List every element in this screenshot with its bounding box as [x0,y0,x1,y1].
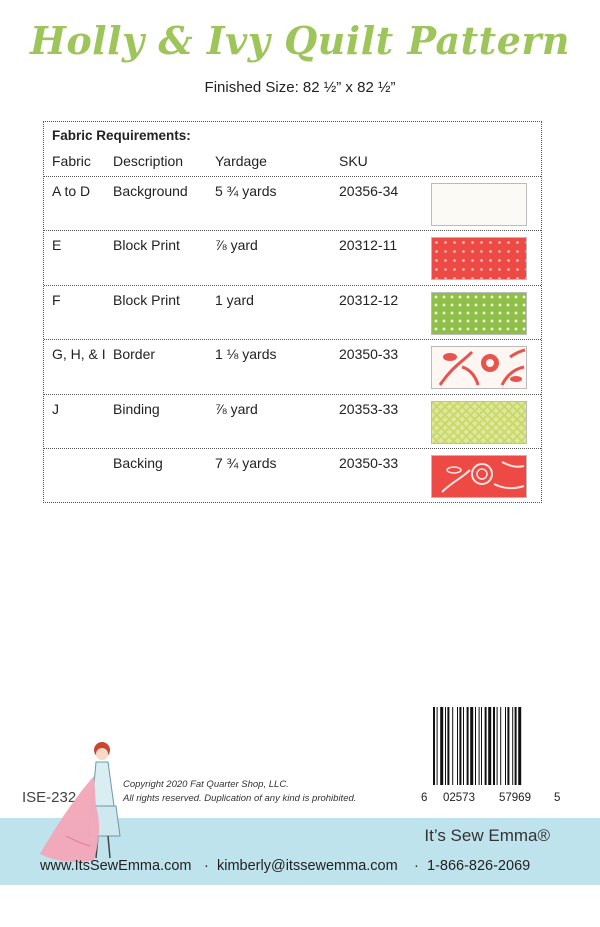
barcode-check-digit: 5 [554,792,561,804]
cell-fabric: J [52,401,59,417]
cell-description: Border [113,346,156,362]
cell-description: Background [113,183,188,199]
cell-sku: 20353-33 [339,401,399,417]
cell-sku: 20312-11 [339,237,398,253]
fabric-requirements-table [43,121,542,503]
cell-sku: 20350-33 [339,346,399,362]
cell-sku: 20350-33 [339,455,399,471]
copyright-notice [123,778,356,806]
finished-size: Finished Size: 82 ½” x 82 ½” [204,79,396,96]
fabric-swatch [431,346,527,389]
fabric-swatch [431,237,527,280]
footer-separator: · [204,858,209,874]
email-link[interactable]: kimberly@itssewemma.com [217,858,398,874]
cell-description: Block Print [113,237,180,253]
table-row [44,230,541,284]
cell-fabric: E [52,237,62,253]
table-row [44,394,541,448]
fabric-swatch [431,183,527,226]
column-header-sku: SKU [339,153,368,169]
cell-yardage: 7 ¾ yards [215,455,277,471]
pattern-code: ISE-232 [22,789,77,806]
cell-fabric: A to D [52,183,91,199]
cell-fabric: G, H, & I [52,346,106,362]
barcode-image [431,707,549,785]
footer-separator: · [414,858,419,874]
column-header-description: Description [113,153,184,169]
cell-yardage: 5 ¾ yards [215,183,277,199]
fabric-swatch [431,292,527,335]
table-row [44,176,541,230]
barcode-group-2: 57969 [499,792,531,804]
brand-name: It’s Sew Emma® [424,826,550,845]
fabric-swatch [431,401,527,444]
cell-yardage: ⅞ yard [215,237,258,253]
column-header-fabric: Fabric [52,153,91,169]
copyright-line-2: All rights reserved. Duplication of any kind is prohibited. [123,793,357,804]
woman-with-quilt-illustration [36,736,136,866]
cell-fabric: F [52,292,61,308]
cell-sku: 20312-12 [339,292,399,308]
cell-yardage: 1 ⅛ yards [215,346,277,362]
column-header-yardage: Yardage [215,153,267,169]
table-row [44,448,541,502]
barcode-lead-digit: 6 [421,792,428,804]
barcode-group-1: 02573 [443,792,475,804]
fabric-swatch [431,455,527,498]
cell-yardage: 1 yard [215,292,254,308]
cell-description: Block Print [113,292,180,308]
table-row [44,339,541,393]
cell-sku: 20356-34 [339,183,399,199]
copyright-line-1: Copyright 2020 Fat Quarter Shop, LLC. [123,779,289,790]
cell-description: Backing [113,455,163,471]
pattern-title: Holly & Ivy Quilt Pattern [29,18,571,63]
website-link[interactable]: www.ItsSewEmma.com [40,858,192,874]
table-row [44,285,541,339]
cell-yardage: ⅞ yard [215,401,258,417]
cell-description: Binding [113,401,160,417]
table-heading: Fabric Requirements: [52,128,191,143]
phone-number: 1-866-826-2069 [427,858,531,874]
